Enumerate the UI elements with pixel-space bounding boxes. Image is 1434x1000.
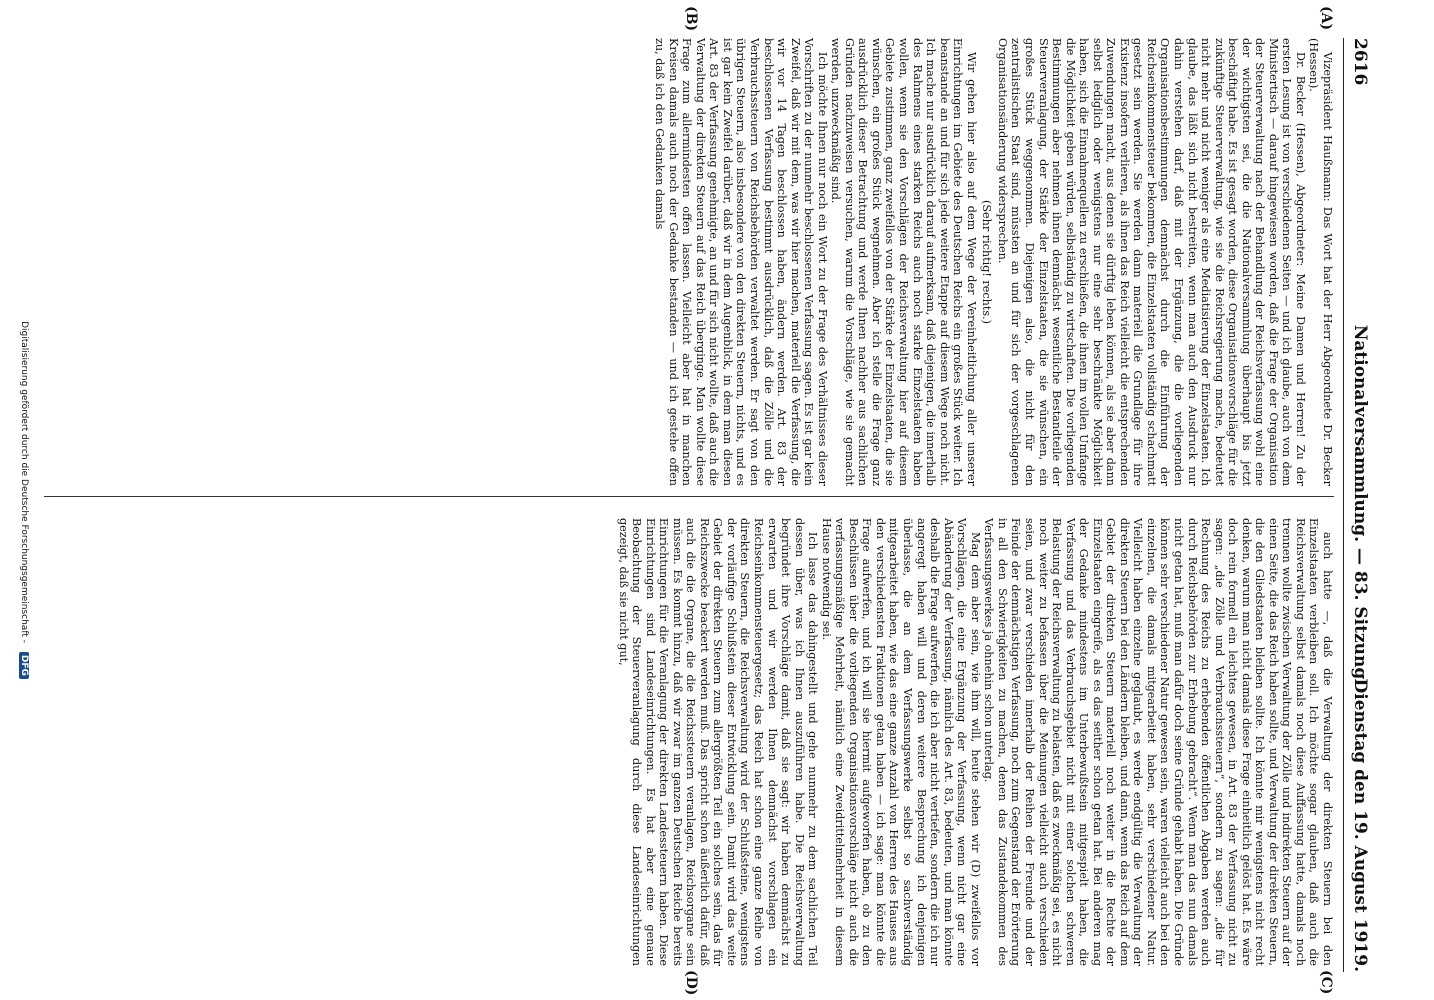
interjection: (Sehr richtig! rechts.) — [980, 199, 994, 325]
paragraph: Ich lasse das dahingestellt und gehe nunmehr zu dem sachlichen Teil dessen über, was ich Ihnen auszuführen habe. Die Reichsverwaltung begründet ihre Vorschläge damit, daß sie sagt: wir haben demnächst zu erwarten und wir werden Ihnen demnächst vorschlagen ein Reichseinkommensteuergesetz; das Reich hat schon eine ganze Reihe von direkten Steuern, die Reichsverwaltung wird der Schlußsteine, wenigstens der vorläufige Schlußstein dieser Entwicklung sein. Damit wird das weite Gebiet der direkten Steuern zum allergrößten Teil ein solches sein, das für Reichszwecke beackert werden muß. Das spricht schon äußerlich dafür, daß auch die die Organe, die die Reichssteuern veranlagen, Reichsorgane sein müssen. Es kommt hinzu, daß wir zwar im ganzen Deutschen Reiche bereits Einrichtungen für die Veranlagung der direkten Landessteuern haben. Diese Einrichtungen sind Landeseinrichtungen. Es hat aber eine genaue Beobachtung der Steuerveranlagung durch diese Landeseinrichtungen gezeigt, daß sie nicht gut, — [616, 518, 820, 966]
margin-marker-b: (B) — [683, 6, 699, 32]
paragraph: Wir gehen hier also auf dem Wege der Vereinheitlichung aller unserer Einrichtungen im Gebiete des Deutschen Reichs ein großes Stück weiter. Ich beanstande an und für sich jede weitere Etappe auf diesem Wege noch nicht. Ich mache nur ausdrücklich darauf aufmerksam, daß diejenigen, die innerhalb des Rahmens eines starken Reichs auch noch starke Einzelstaaten haben wollen, wenn sie den Vorschlägen der Reichsverwaltung hier auf diesem Gebiete zustimmen, ganz zweifellos von der Stärke der Einzelstaaten, die sie wünschen, ein großes Stück wegnehmen. Aber ich stelle die Frage ganz ausdrücklich dieser Betrachtung und werde Ihnen nachher aus sachlichen Gründen nachzuweisen versuchen, warum die Vorschläge, wie sie gemacht werden, unzweckmäßig sind. — [829, 38, 978, 486]
page-header — [1343, 38, 1374, 972]
left-column — [44, 38, 1334, 486]
dfg-logo: DFG — [19, 652, 29, 679]
session-date: Dienstag den 19. August 1919. — [1350, 678, 1370, 972]
paragraph: Dr. Becker (Hessen), Abgeordneter: Meine Damen und Herren! Zu der ersten Lesung ist von verschiedenen Seiten — und ich glaube, auch von dem Ministertisch — darauf hingewiesen worden, daß die Frage der Organisation der Steuerverwaltung nach der Behandlung der Reichsverfassung wohl eine der wichtigsten sei, die die Nationalversammlung überhaupt bis jetzt beschäftigt habe. Es ist gesagt worden, diese Organisationsvorschläge für die zukünftige Steuerverwaltung, wie sie die Reichsregierung mache, bedeutet nicht mehr und nicht weniger als eine Mediatisierung der Einzelstaaten. Ich glaube, das läßt sich nicht bestreiten, wenn man auch den Ausdruck nur dahin verstehen darf, daß mit der Ergänzung, die die vorliegenden Organisationsbestimmungen demnächst durch die Einführung der Reichseinkommensteuer bekommen, die Einzelstaaten vollständig schachmatt gesetzt sein werden. Sie werden dann materiell die Grundlage für ihre Existenz insofern verlieren, als ihnen das Reich vielleicht die entsprechenden Zuwendungen macht, aus denen sie dürftig leben können, als sie aber dann selbst lediglich oder wenigstens nur eine sehr beschränkte Möglichkeit haben, sich die Einnahmequellen zu erschließen, die ihnen im vollen Umfange die Möglichkeit geben würden, selbständig zu wirtschaften. Die vorliegenden Bestimmungen aber nehmen ihnen demnächst wesentliche Bestandteile der Steuerveranlagung, der Stärke der Einzelstaaten, die sie wünschen, ein großes Stück weggenommen. Diejenigen also, die nicht für den zentralistischen Staat sind, müssten an und für sich der vorgeschlagenen Organisationsänderung widersprechen. — [995, 38, 1307, 486]
paragraph: Vizepräsident Haußmann: Das Wort hat der Herr Abgeordnete Dr. Becker (Hessen). — [1307, 38, 1334, 486]
column-divider — [44, 496, 1334, 497]
digitization-credit — [19, 0, 29, 1000]
margin-marker-a: (A) — [1318, 6, 1334, 31]
paragraph: Mag dem aber sein, wie ihm will, heute stehen wir (D) zweifellos vor Vorschlägen, die eine Ergänzung der Verfassung, wenn nicht gar eine Abänderung der Verfassung, nämlich des Art. 83, bedeuten, und man könnte deshalb die Frage aufwerfen, die ich aber nicht vertiefen, sondern die ich nur angeregt haben will und deren weitere Besprechung ich denjenigen überlasse, die an dem Verfassungswerke selbst so sachverständig mitgearbeitet haben, wie das eine ganze Anzahl von Herren des Hauses aus den verschiedensten Fraktionen getan haben — ich sage: man könnte die Frage aufwerfen, und ich will sie hiermit aufgeworfen haben, ob zu den Beschlüssen über die vorliegenden Organisationsvorschläge nicht auch die verfassungsmäßige Mehrheit, nämlich eine Zweidrittelmehrheit in diesem Hause notwendig sei. — [819, 518, 982, 966]
paragraph: Ich möchte Ihnen nur noch ein Wort zu der Frage des Verhältnisses dieser Vorschriften zu der nunmehr beschlossenen Verfassung sagen. Es ist gar kein Zweifel, daß wir mit dem, was wir hier machen, materiell die Verfassung, die wir vor 14 Tagen beschlossen haben, ändern werden. Art. 83 der beschlossenen Verfassung bestimmt ausdrücklich, daß die Zölle und die Verbrauchssteuern von Reichsbehörden verwaltet werden. Er sagt von den übrigen Steuern, also insbesondere von den direkten Steuern, nichts, und es ist gar kein Zweifel darüber, daß wir in dem Augenblick, in dem man diesen Art. 83 der Verfassung genehmigte, an und für sich nicht wollte, daß auch die Verwaltung der direkten Steuern auf das Reich überginge. Man wollte diese Frage zum allermindesten offen lassen. Vielleicht aber hat in manchen Kreisen damals auch noch der Gedanke bestanden — und ich gestehe offen zu, daß ich den Gedanken damals — [653, 38, 829, 486]
page-number: 2616 — [1350, 38, 1370, 86]
margin-marker-d: (D) — [683, 970, 699, 996]
session-title: Nationalversammlung. — 83. Sitzung. — [1350, 324, 1370, 686]
paragraph: auch hatte —, daß die Verwaltung der direkten Steuern bei den Einzelstaaten verbleiben soll. Ich möchte sogar glauben, daß auch die Reichsverwaltung selbst damals noch diese Auffassung hatte, damals noch trennen wollte zwischen Verwaltung der Zölle und indirekten Steuern auf der einen Seite, die das Reich haben sollte, und Verwaltung der direkten Steuern, die den Gliedstaaten bleiben sollte. Ich könnte mir wenigstens nicht recht denken, warum man nicht damals diese Frage einheitlich gelöst hat. Es wäre doch rein formell ein leichtes gewesen, in Art. 83 der Verfassung nicht zu sagen: „die Zölle und Verbrauchssteuern“, sondern zu sagen: „die für Rechnung des Reichs zu erhebenden öffentlichen Abgaben werden auch durch Reichsbehörden zur Erhebung gebracht“. Wenn man das nun damals nicht getan hat, muß man dafür doch seine Gründe gehabt haben. Die Gründe können sehr verschiedener Natur gewesen sein, waren vielleicht auch bei den einzelnen, die damals mitgearbeitet haben, sehr verschiedener Natur. Vielleicht haben einzelne geglaubt, es werde endgültig die Verwaltung der direkten Steuern bei den Ländern bleiben, und dann, wenn das Reich auf dem Gebiet der direkten Steuern materiell noch weiter in die Rechte der Einzelstaaten eingreife, als es das seither schon getan hat. Bei anderen mag der Gedanke mindestens im Unterbewußtsein mitgespielt haben, die Verfassung und das Verbrauchsgebiet nicht mit einer solchen schweren Belastung der Reichsverwaltung zu belasten, daß es zweckmäßig sei, es nicht noch weiter zu befassen über die Meinungen vielleicht auch verschieden seien, und zwar verschieden innerhalb der Reihen der Freunde und der Feinde der demnächstigen Verfassung, noch zum Gegenstand der Erörterung in all den Schwierigkeiten zu machen, denen das Zustandekommen des Verfassungswerkes ja ohnehin schon unterlag. — [982, 518, 1334, 966]
credit-text: Digitalisierung gefördert durch die Deutsche Forschungsgemeinschaft - — [19, 321, 29, 643]
right-column — [44, 518, 1334, 966]
margin-marker-c: (C) — [1318, 970, 1334, 995]
